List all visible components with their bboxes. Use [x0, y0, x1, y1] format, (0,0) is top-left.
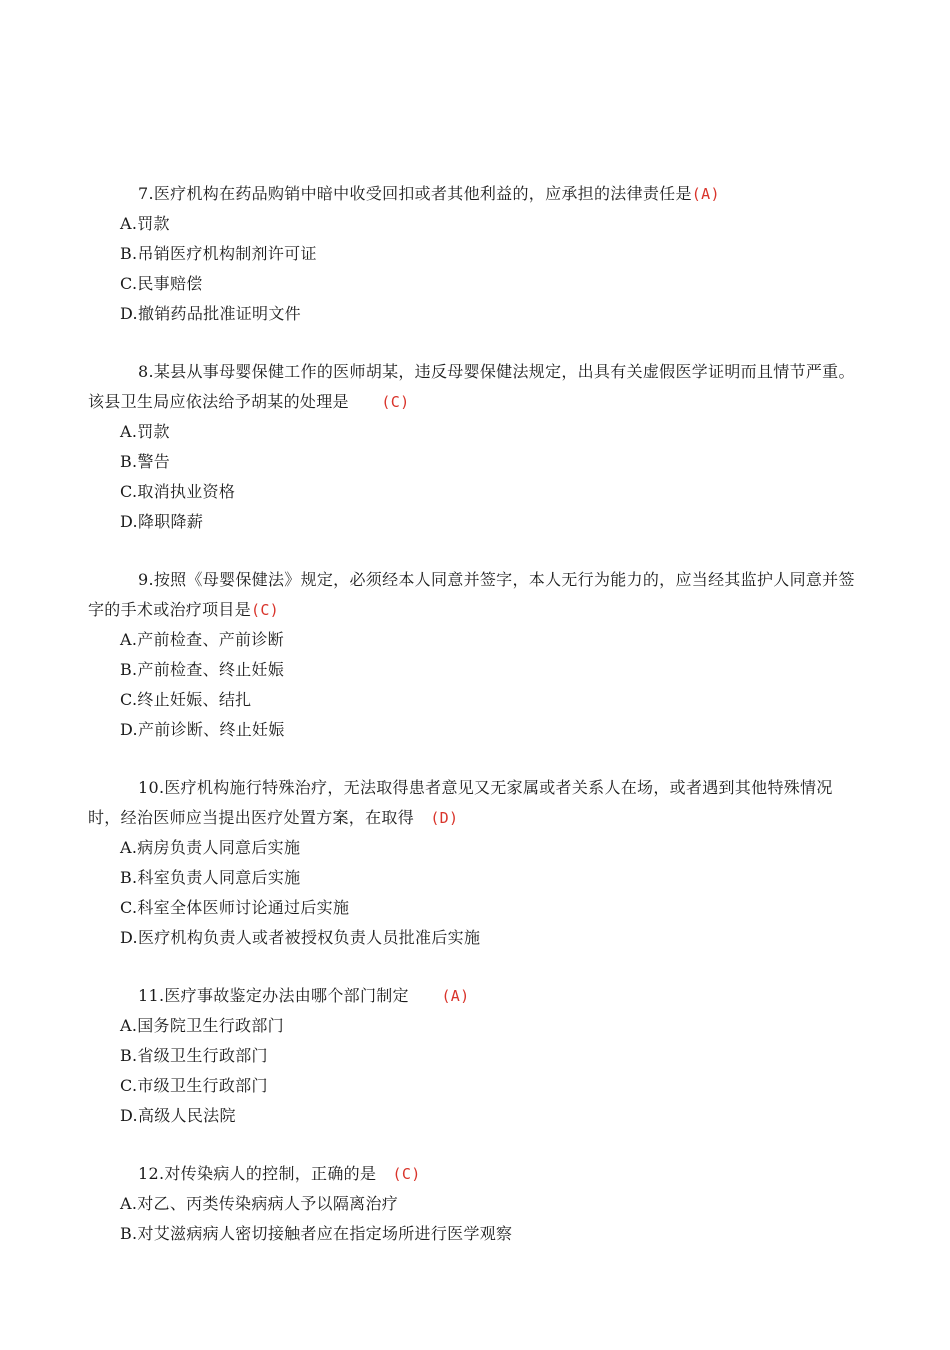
option-d: D.撤销药品批准证明文件 — [120, 304, 301, 323]
option-d: D.高级人民法院 — [120, 1106, 236, 1125]
option-a: A.产前检查、产前诊断 — [120, 630, 284, 649]
option-a: A.罚款 — [120, 422, 170, 441]
option-a: A.罚款 — [120, 214, 170, 233]
answer-label: (C) — [251, 601, 280, 619]
answer-label: (C) — [381, 393, 410, 411]
question-stem: 10.医疗机构施行特殊治疗，无法取得患者意见又无家属或者关系人在场，或者遇到其他特殊情况时，经治医师应当提出医疗处置方案，在取得 (D) — [88, 778, 833, 827]
option-list — [88, 1011, 860, 1131]
question-stem: 11.医疗事故鉴定办法由哪个部门制定 (A) — [138, 986, 470, 1005]
option-c: C.科室全体医师讨论通过后实施 — [120, 898, 350, 917]
option-list — [88, 1189, 860, 1249]
option-list — [88, 417, 860, 537]
option-b: B.吊销医疗机构制剂许可证 — [120, 244, 317, 263]
question-7 — [88, 179, 860, 329]
option-c: C.取消执业资格 — [120, 482, 236, 501]
question-stem: 7.医疗机构在药品购销中暗中收受回扣或者其他利益的，应承担的法律责任是(A) — [138, 184, 720, 203]
option-a: A.对乙、丙类传染病病人予以隔离治疗 — [120, 1194, 399, 1213]
option-c: C.市级卫生行政部门 — [120, 1076, 268, 1095]
option-c: C.终止妊娠、结扎 — [120, 690, 252, 709]
question-10 — [88, 773, 860, 953]
option-c: C.民事赔偿 — [120, 274, 203, 293]
option-b: B.省级卫生行政部门 — [120, 1046, 268, 1065]
answer-label: (C) — [392, 1165, 421, 1183]
answer-label: (A) — [691, 185, 720, 203]
question-12 — [88, 1159, 860, 1249]
question-stem: 9.按照《母婴保健法》规定，必须经本人同意并签字，本人无行为能力的，应当经其监护人同意并签字的手术或治疗项目是(C) — [88, 570, 855, 619]
option-list — [88, 625, 860, 745]
option-a: A.病房负责人同意后实施 — [120, 838, 301, 857]
question-stem: 12.对传染病人的控制，正确的是 (C) — [138, 1164, 421, 1183]
answer-label: (D) — [430, 809, 459, 827]
question-9 — [88, 565, 860, 745]
question-stem: 8.某县从事母婴保健工作的医师胡某，违反母婴保健法规定，出具有关虚假医学证明而且情节严重。该县卫生局应依法给予胡某的处理是 (C) — [88, 362, 855, 411]
option-d: D.产前诊断、终止妊娠 — [120, 720, 285, 739]
option-list — [88, 833, 860, 953]
question-11 — [88, 981, 860, 1131]
option-d: D.医疗机构负责人或者被授权负责人员批准后实施 — [120, 928, 481, 947]
question-8 — [88, 357, 860, 537]
option-b: B.警告 — [120, 452, 171, 471]
option-b: B.产前检查、终止妊娠 — [120, 660, 285, 679]
option-list — [88, 209, 860, 329]
option-b: B.科室负责人同意后实施 — [120, 868, 301, 887]
option-b: B.对艾滋病病人密切接触者应在指定场所进行医学观察 — [120, 1224, 513, 1243]
option-d: D.降职降薪 — [120, 512, 204, 531]
option-a: A.国务院卫生行政部门 — [120, 1016, 284, 1035]
answer-label: (A) — [441, 987, 470, 1005]
